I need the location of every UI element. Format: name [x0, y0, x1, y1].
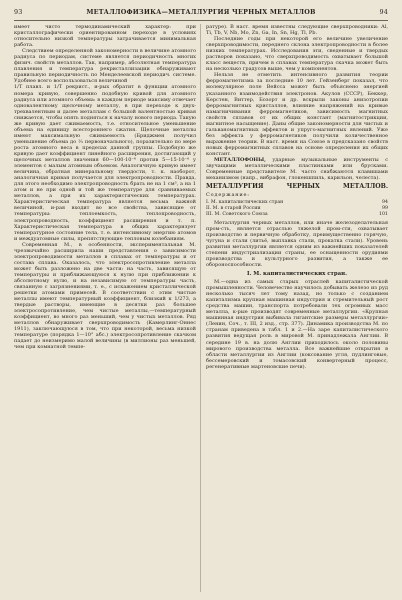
column-gutter — [200, 24, 201, 592]
paragraph: Следствием определенной закономерности в величине атомного радиуса по периодам, системе является периодичность многих физич. свойств металлов. Так, например, абсолютная температура плавления и температура рекристаллизации обнаруживают правильную периодичность по Менделеевской периодич. системе. Удобнее всего воспользоваться величиной — [14, 48, 196, 85]
header-rule — [14, 20, 388, 21]
paragraph-formula: 1/Т плавл. и 1/Т рекрист., и-рых обратит в функции атомного номера кривую, совершенно подобную кривой для атомного радиуса или атомного объема: в каждом периоде максиму отвечает одновалентному щелочному металлу, в при переходе к двух-трехвалентным и далее металлам с большой валентностью кривая снижается, чтобы опять подняться к началу нового периода. Такую же кривую дает сжимаемость, т.е. относительное уменьшение объема на единицу всестороннего сжатия. Щелочные металлы имеют максимальную сжимаемость (Бриджмен получил уменьшение объема до ⅓ первоначального), поразительно по мере роста атомного веса в пределах данной группы. Подобную же кривую дает коэффициент линейного расширения, достигающий у щелочных металлов значения 60—100·10⁻⁶ против 5—15·10⁻⁶ у элементов с малым атомным объемом. Аналогичную кривую имеет величина, обратная минеральному твердости, т. к. наоборот, аналогичная кривая получается для электропроводности. Правда, для этого необходимо электропроводность брать не на 1 см³, а на 1 атом и не при одной и той же температуре для сравниваемых металлов, а при их характеристических температурах. Характеристическая температура является весьма важной величиной, и-рая входит во все свойства, зависящие от температуры: теплоемкость, теплопроводность, электропроводность, коэффициент расширения и т. п. Характеристическая температура в общих характеризует температурное состояние тела, т. е. интенсивному энергию атомов и междуатомные силы, препятствующие тепловым колебаниям. — [14, 84, 196, 242]
toc-row: II. М. в старой России 99 — [206, 206, 388, 212]
paragraph: Последние годы при некоторой его величине увеличение сверхпроводимости, переднего склона электропроводности в более низких температурах. Исследования эти, сведенные и твердых растворов показано, что сверхпроводимость охватывает большой класс веществ, причем в сплавах температура скачка может быть на несколько градусов выше, чем у компонентов. — [206, 36, 388, 73]
paragraph: Современная М., в особенности, экспериментальная М. чрезвычайно расширила наши представления о зависимости электропроводимости металлов в сплавах от температуры и от состава сплава. Оказалось, что электросопротивление металла может быть разложено на две части: на часть, зависящую от температуры и приближающуюся к нулю при приближении к абсолютному нулю, и на независимую от температуры часть, связанную с загрязнениями, т. е., с искажением кристаллической решетки атомами примесей. В соответствии с этим чистые металлы имеют температурный коэффициент, близкий к 1/273, а твердые растворы, имеющие в десятки раз большее электросопротивление, чем чистые металлы,—температурный коэффициент, во много раз меньший, чем у чистых металлов. Ряд металлов обнаруживает сверхпроводимость (Камерлинг-Оннес 1911), заключающуюся в том, что при некоторой, весьма низкой температуре (порядка 1—10° абс.) электросопротивление скачком падает до неизмеримо малой величины (в миллионы раз меньшей, чем при комнатной темпе- — [14, 241, 196, 351]
running-title: МЕТАЛЛОФИЗИКА—МЕТАЛЛУРГИЯ ЧЕРНЫХ МЕТАЛЛОВ — [86, 8, 316, 16]
section-title — [206, 183, 388, 199]
contents-label: Содержание: — [206, 192, 250, 199]
paragraph: имеет чисто термодинамический характер: при кристаллографически ориентированном переходе в условиях относительно низкой температуры затрачивается минимальная работа. — [14, 24, 196, 49]
toc-row: I. М. капиталистических стран 94 — [206, 200, 388, 206]
right-column — [206, 24, 388, 592]
table-of-contents — [206, 200, 388, 217]
paragraph: ратуре). В наст. время известны следующие сверхпроводники: Al, Ti, Tb, V, Nb, Mo, Zn, Ga, In, Sn, Hg, Tl, Pb. — [206, 24, 388, 37]
page-number-left: 93 — [14, 8, 23, 16]
entry-body: ударные музыкальные инструменты с звучащими металлическими пластинками или брусками. Современные представителе М. часто снабжаются клавишами механизмом (напр., вибрафон, глокеншпиль, карильон, челеста). — [206, 157, 388, 182]
entry-metallofony — [206, 157, 388, 181]
toc-row: III. М. Советского Союза 101 — [206, 211, 388, 217]
paragraph: Металлургия черных металлов, или иначе железоделательная пром-сть, является отраслью тяжелой пром-сти, охватывает производство и первичную обработку, преимущественно горячую, чугуна и стали (литьё, выплавка стали, прокатка стали). Уровень развития металлургии является одним из важнейших показателей степени индустриализации страны, ее оснащенности орудиями производства и культурного развития, а также ее обороноспособности. — [206, 219, 388, 268]
subsection-heading: I. М. капиталистических стран. — [247, 270, 347, 277]
page-number-right: 94 — [379, 8, 388, 16]
section-headword: МЕТАЛЛУРГИЯ ЧЕРНЫХ МЕТАЛЛОВ. — [206, 183, 388, 191]
left-column — [14, 24, 196, 592]
paragraph: М.—одна из самых старых отраслей капиталистической промышленности. Человечество научилось добывать железо из руд несколько тысяч лет тому назад, но только с созданием капитализма крупная машинная индустрия и стремительный рост средства машин, транспорта потребовали тех огромных масс металла, к-рые производят современные металлургии. «Крупная машинная индустрия выбивала гигантские размеры металлургии» (Ленин, Соч., т. III, 2 изд., стр. 377). Динамика производства М. по странам приведена в табл. 1 и 2.—На заре капиталистического развития ведущая роль в мировой М. принадлежала Англии. В середине 19 в. на долю Англии приходилось около половины мирового производства металла. Все важнейшие открытия в области металлургии из Англии (коксование угля, пудлинговые, бессемеровский и томасовский конвертерный процесс, регенеративные мартеновские печи). — [206, 279, 388, 370]
running-header — [14, 8, 388, 20]
entry-headword: МЕТАЛЛОФОНЫ, — [214, 157, 266, 164]
paragraph: Нельзя не отметить интенсивного развития теории ферромагнетизма за последние 10 лет. Гейзенберг показал, что молекулярное поле Вейсса может быть объяснено энергией указанного взаимодействия электронов. Акулов (СССР), Беккер, Керстен, Виттер, Бозорт и др. вскрыли законы анизотропии ферромагнитных кристаллов, влияние напряжений на кривые намагничивания ферромагнетиков, зависимость магнитных свойств сплавов от их общих констант (магнитострикции, магнитное насыщение). Даны общие закономерности для чистых и гальваномагнитных эффектов и упруго-магнитных явлений. Уже без эффекта у ферромагнетиков получили количественное выражение теории. В наст. время на Союзе в предсказано свойств новых ферромагнитных сплавов на основе определения их общих констант. — [206, 72, 388, 157]
